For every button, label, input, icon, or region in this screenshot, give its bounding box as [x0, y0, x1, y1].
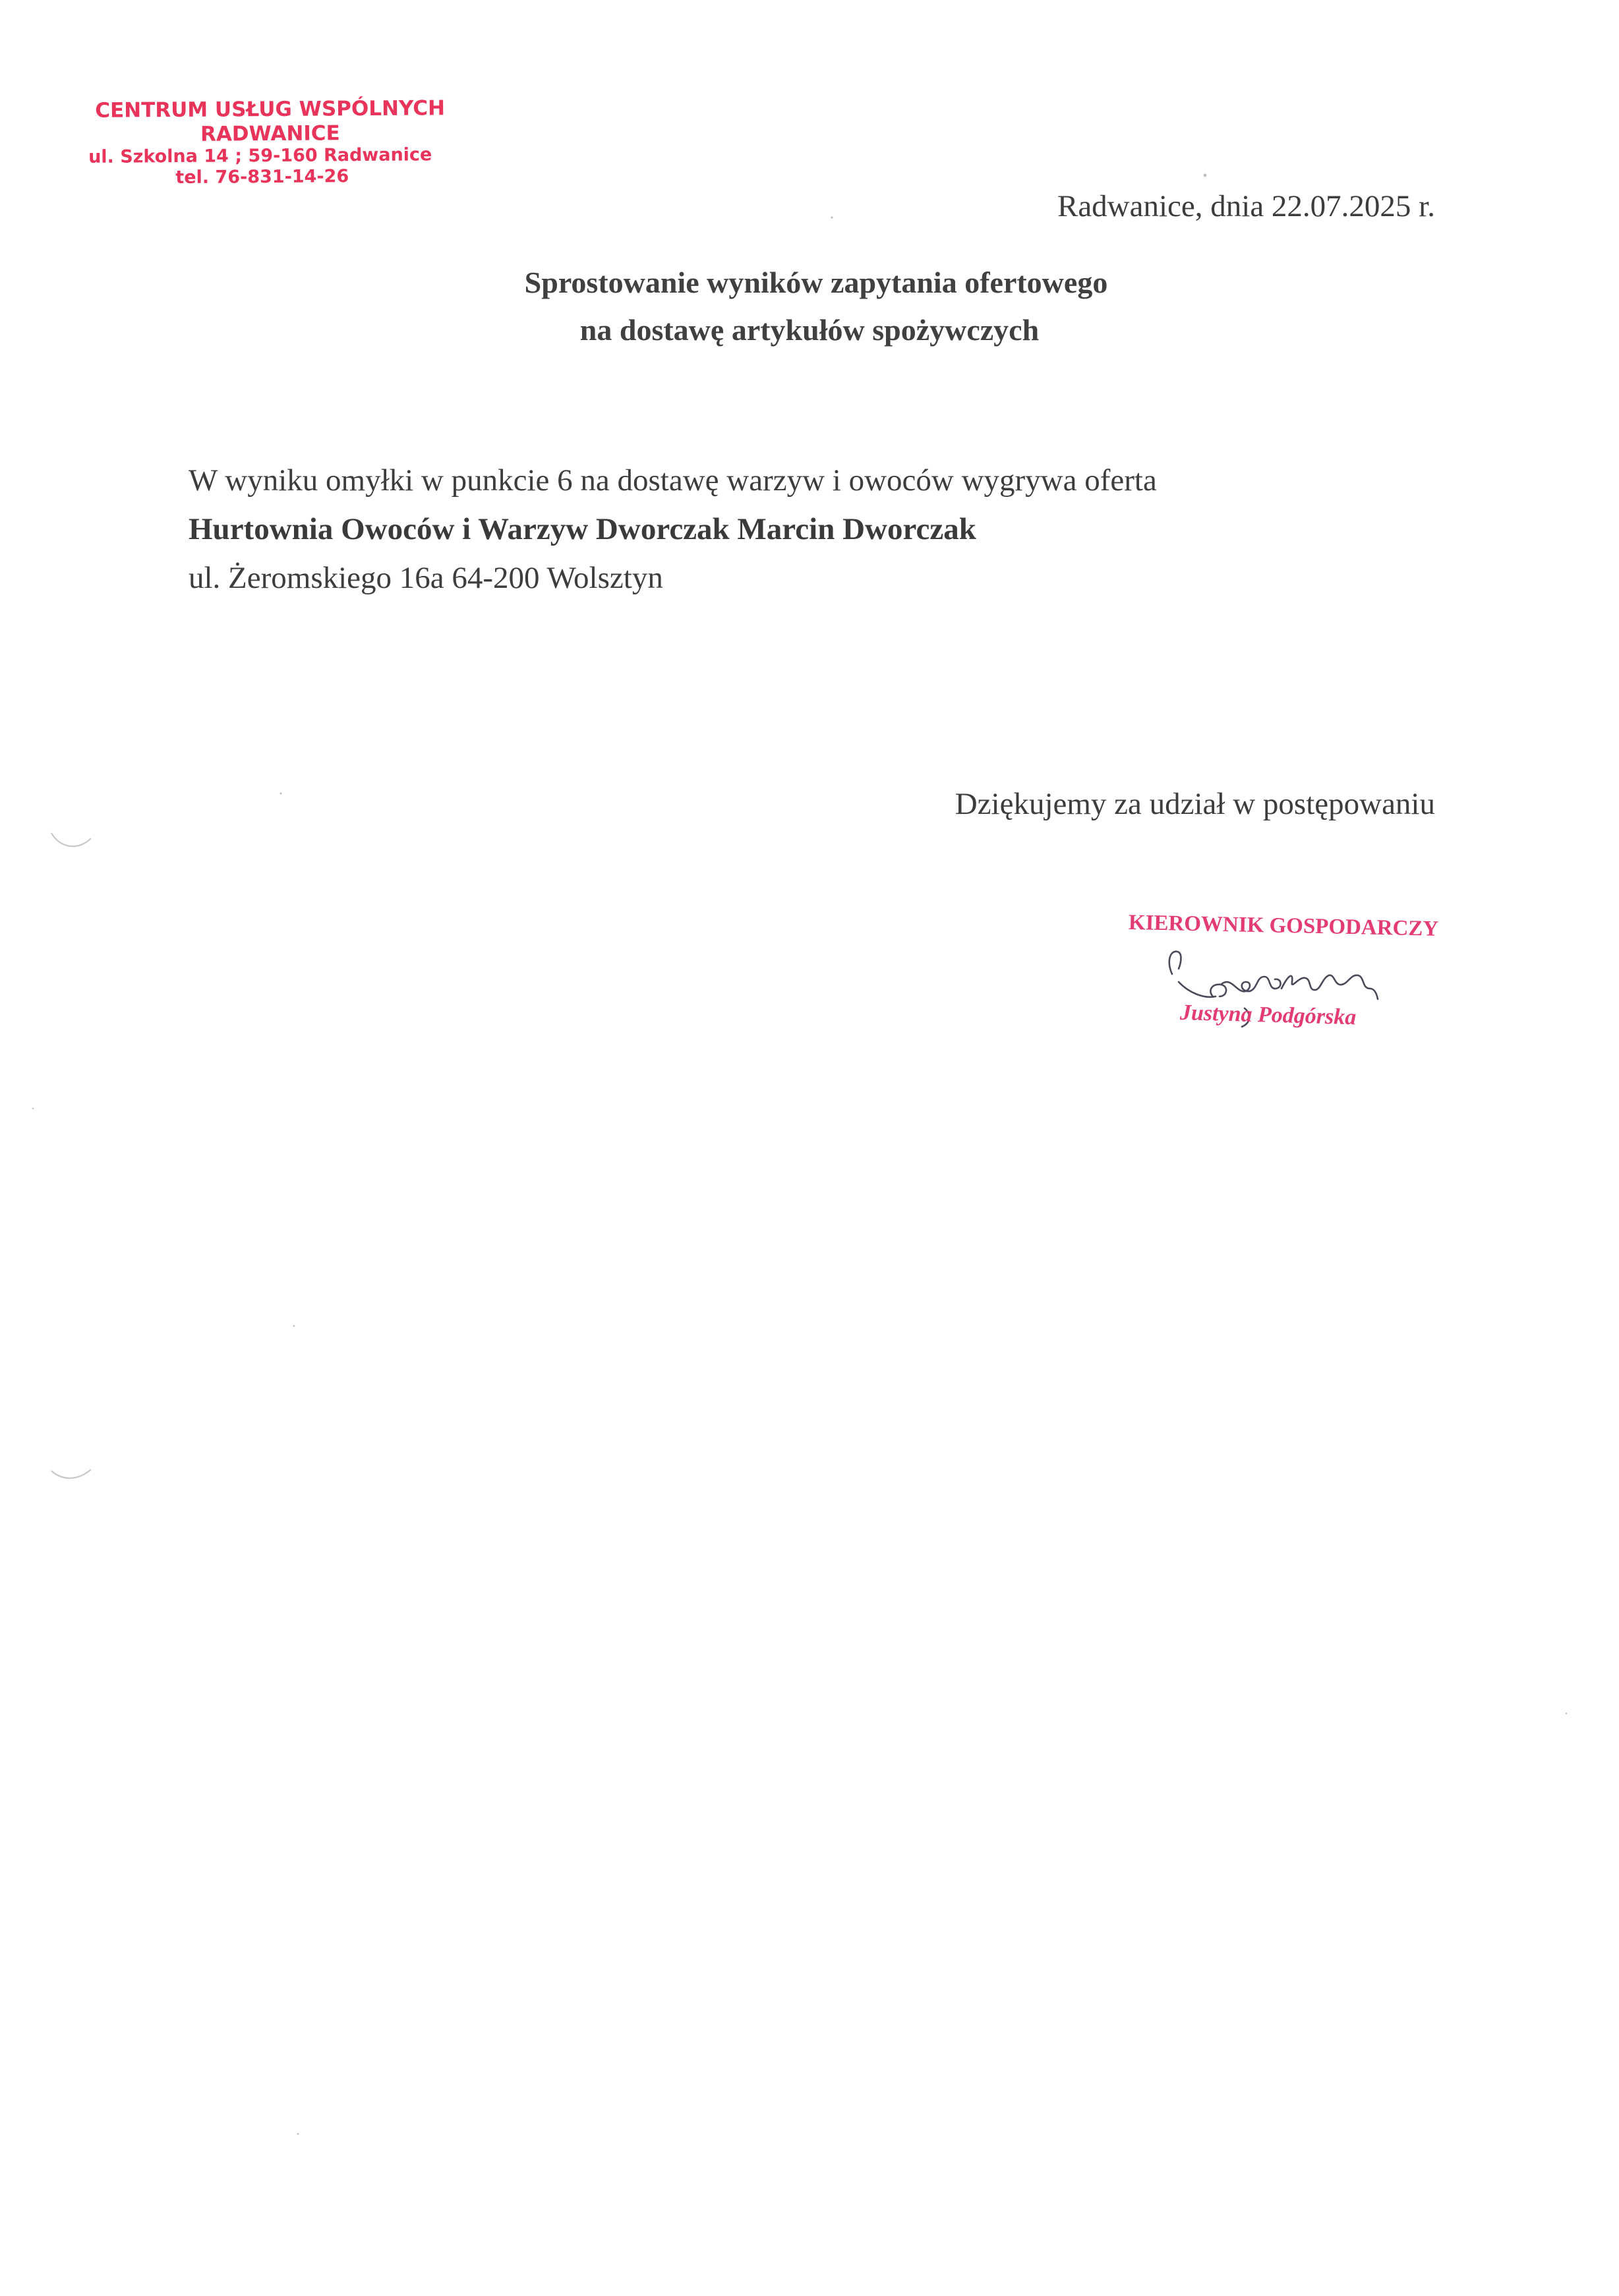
company-address: ul. Żeromskiego 16a 64-200 Wolsztyn — [189, 561, 663, 595]
body-paragraph: W wyniku omyłki w punkcie 6 na dostawę warzyw i owoców wygrywa oferta — [189, 463, 1157, 498]
stamp-address: ul. Szkolna 14 ; 59-160 Radwanice — [88, 144, 432, 168]
document-date: Radwanice, dnia 22.07.2025 r. — [1057, 189, 1435, 223]
closing-line: Dziękujemy za udział w postępowaniu — [955, 787, 1435, 821]
stamp-institution-name: CENTRUM USŁUG WSPÓLNYCH — [95, 96, 446, 123]
signature-role-stamp: KIEROWNIK GOSPODARCZY — [1128, 911, 1439, 941]
title-line-1: Sprostowanie wyników zapytania ofertowego — [524, 266, 1108, 299]
title-line-2: na dostawę artykułów spożywczych — [579, 313, 1040, 347]
signature-name-stamp: Justyna Podgórska — [1179, 1000, 1357, 1030]
winning-company: Hurtownia Owoców i Warzyw Dworczak Marcin Dworczak — [189, 512, 976, 546]
stamp-phone: tel. 76-831-14-26 — [175, 166, 349, 188]
stamp-locality: RADWANICE — [200, 121, 340, 146]
